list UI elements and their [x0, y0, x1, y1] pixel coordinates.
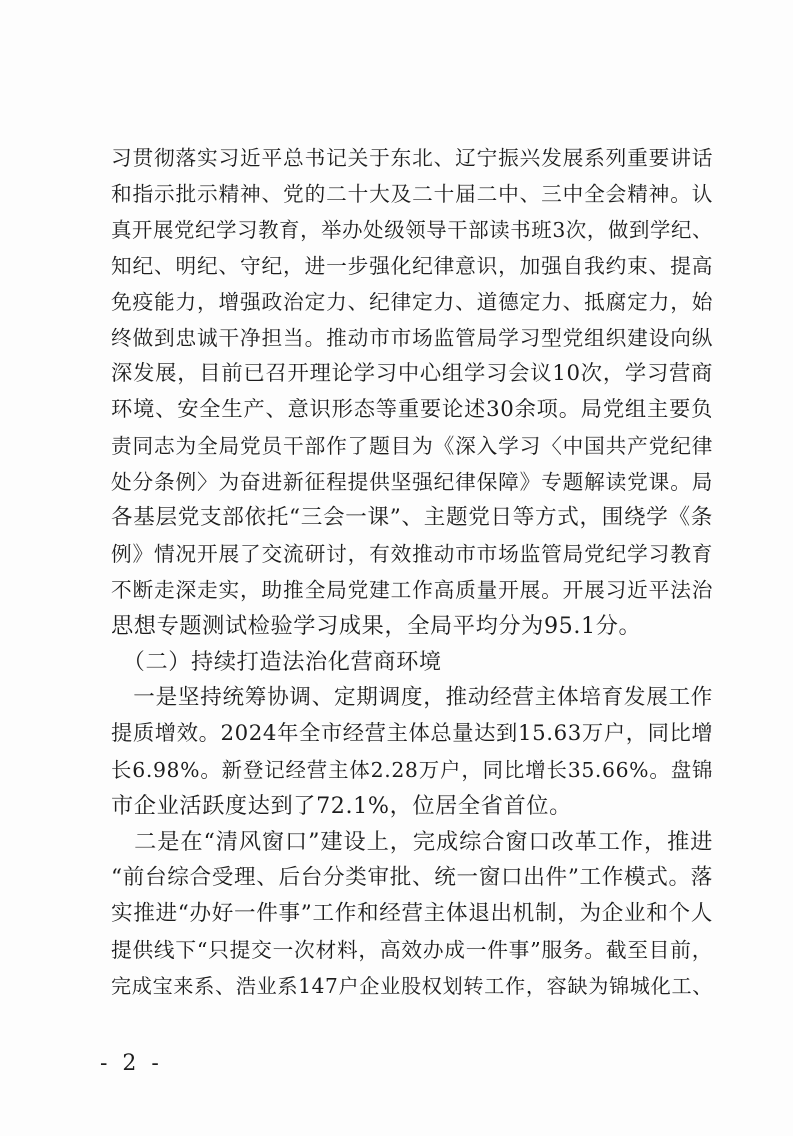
text-line: 完成宝来系、浩业系147户企业股权划转工作，容缺为锦城化工、 [111, 974, 713, 998]
text-line: 各基层党支部依托“三会一课”、主题党日等方式，围绕学《条 [111, 505, 713, 530]
text-line: 处分条例〉为奋进新征程提供坚强纪律保障》专题解读党课。局 [111, 470, 713, 494]
text-line: 知纪、明纪、守纪，进一步强化纪律意识，加强自我约束、提高 [111, 254, 713, 278]
text-line: 提质增效。2024年全市经营主体总量达到15.63万户，同比增 [111, 721, 714, 746]
text-line: 和指示批示精神、党的二十大及二十届二中、三中全会精神。认 [111, 182, 713, 206]
text-line: 思想专题测试检验学习成果，全局平均分为95.1分。 [111, 613, 642, 639]
body-text [111, 140, 713, 1004]
text-line: “前台综合受理、后台分类审批、统一窗口出件”工作模式。落 [111, 865, 713, 890]
text-line: 真开展党纪学习教育，举办处级领导干部读书班3次，做到学纪、 [111, 218, 713, 242]
page-number: - 2 - [100, 1051, 163, 1076]
text-line: 例》情况开展了交流研讨，有效推动市市场监管局党纪学习教育 [111, 542, 713, 566]
text-line: 提供线下“只提交一次材料，高效办成一件事”服务。截至目前， [111, 938, 713, 962]
text-line: 实推进“办好一件事”工作和经营主体退出机制，为企业和个人 [111, 901, 713, 926]
text-line: 二是在“清风窗口”建设上，完成综合窗口改革工作，推进 [111, 829, 713, 855]
text-line: （二）持续打造法治化营商环境 [111, 649, 442, 675]
text-line: 一是坚持统筹协调、定期调度，推动经营主体培育发展工作 [111, 685, 713, 710]
text-line: 终做到忠诚干净担当。推动市市场监管局学习型党组织建设向纵 [111, 326, 713, 350]
text-line: 长6.98%。新登记经营主体2.28万户，同比增长35.66%。盘锦 [111, 758, 713, 782]
text-line: 深发展，目前已召开理论学习中心组学习会议10次，学习营商 [111, 361, 713, 386]
text-line: 环境、安全生产、意识形态等重要论述30余项。局党组主要负 [111, 397, 713, 422]
text-line: 不断走深走实，助推全局党建工作高质量开展。开展习近平法治 [111, 578, 713, 602]
text-line: 责同志为全局党员干部作了题目为《深入学习〈中国共产党纪律 [111, 434, 713, 458]
text-line: 市企业活跃度达到了72.1%，位居全省首位。 [111, 793, 572, 819]
text-line: 习贯彻落实习近平总书记关于东北、辽宁振兴发展系列重要讲话 [111, 146, 713, 170]
text-line: 免疫能力，增强政治定力、纪律定力、道德定力、抵腐定力，始 [111, 290, 713, 314]
